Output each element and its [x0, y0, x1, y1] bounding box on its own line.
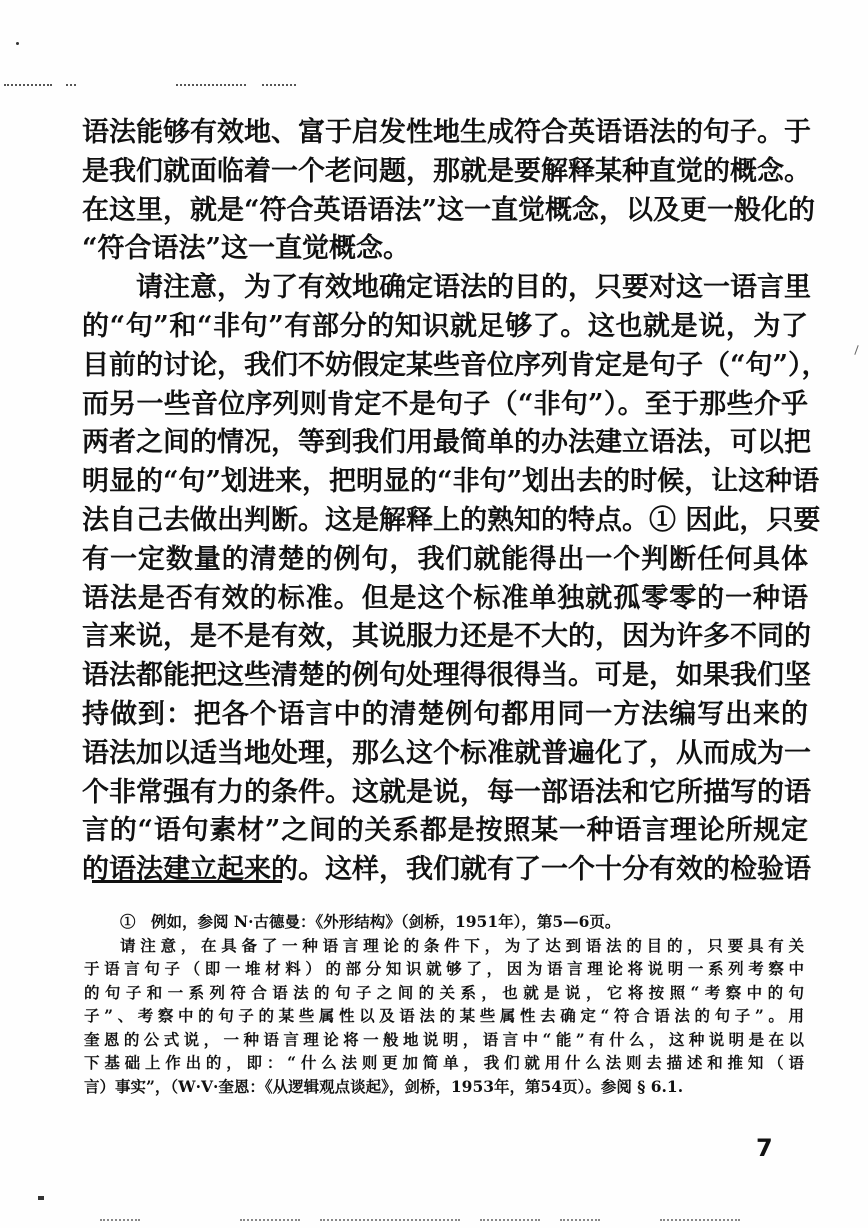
footnote-line: 言）事实”，（W·V·奎恩：《从逻辑观点谈起》，剑桥，1953年，第54页）。参阅 § 6.1.	[84, 1076, 684, 1096]
scan-artifact-line	[560, 1219, 600, 1221]
text-line: 目前的讨论，我们不妨假定某些音位序列肯定是句子（“句”），	[82, 349, 829, 381]
text-line: 而另一些音位序列则肯定不是句子（“非句”）。至于那些介乎	[82, 388, 808, 420]
scan-artifact-line	[480, 1219, 540, 1221]
text-line: 明显的“句”划进来，把明显的“非句”划出去的时候，让这种语	[82, 466, 820, 498]
footnote-line: 子”、考察中的句子的某些属性以及语法的某些属性去确定“符合语法的句子”。用	[84, 1006, 804, 1025]
text-line: 两者之间的情况，等到我们用最简单的办法建立语法，可以把	[82, 427, 811, 459]
paragraph-first-line: 请注意，为了有效地确定语法的目的，只要对这一语言里	[136, 272, 811, 304]
text-line: 语法都能把这些清楚的例句处理得很得当。可是，如果我们坚	[82, 660, 811, 692]
text-line: 在这里，就是“符合英语语法”这一直觉概念，以及更一般化的	[82, 194, 816, 226]
text-line: 言来说，是不是有效，其说服力还是不大的，因为许多不同的	[82, 621, 811, 653]
text-line: 有一定数量的清楚的例句，我们就能得出一个判断任何具体	[82, 543, 808, 575]
text-line: 的语法建立起来的。这样，我们就有了一个十分有效的检验语	[82, 854, 811, 886]
footnote-separator	[92, 880, 282, 883]
main-text	[82, 114, 829, 890]
footnote-line: 下基础上作出的，即：“什么法则更加简单，我们就用什么法则去描述和推知（语	[84, 1053, 804, 1072]
footnote-citation: ① 例如，参阅 N·古德曼：《外形结构》（剑桥，1951年），第5—6页。	[120, 912, 621, 931]
footnote-line: 奎恩的公式说，一种语言理论将一般地说明，语言中“能”有什么，这种说明是在以	[84, 1029, 804, 1049]
scan-artifact-line	[660, 1219, 740, 1221]
footnote	[84, 910, 804, 1098]
text-line: 语法加以适当地处理，那么这个标准就普遍化了，从而成为一	[82, 737, 811, 769]
scan-artifact-line	[262, 84, 296, 86]
scan-artifact-line	[240, 1219, 300, 1221]
text-line: 言的“语句素材”之间的关系都是按照某一种语言理论所规定	[82, 815, 808, 847]
text-line: 法自己去做出判断。这是解释上的熟知的特点。① 因此，只要	[82, 504, 821, 536]
scan-artifact-line	[320, 1219, 460, 1221]
page-number: 7	[756, 1134, 773, 1162]
text-line: “符合语法”这一直觉概念。	[82, 233, 411, 265]
text-line: 个非常强有力的条件。这就是说，每一部语法和它所描写的语	[82, 776, 811, 808]
scan-speck	[38, 1196, 44, 1200]
text-line: 语法是否有效的标准。但是这个标准单独就孤零零的一种语	[82, 582, 808, 614]
scan-artifact-line	[4, 84, 52, 86]
scan-artifact-line	[100, 1219, 140, 1221]
margin-mark	[854, 345, 858, 355]
footnote-line: 于语言句子（即一堆材料）的部分知识就够了，因为语言理论将说明一系列考察中	[84, 959, 804, 978]
scan-artifact-line	[66, 84, 76, 86]
text-line: 的“句”和“非句”有部分的知识就足够了。这也就是说，为了	[82, 310, 808, 342]
footnote-line: 的句子和一系列符合语法的句子之间的关系，也就是说，它将按照“考察中的句	[84, 982, 804, 1002]
scan-artifact-line	[176, 84, 246, 86]
text-line: 持做到：把各个语言中的清楚例句都用同一方法编写出来的	[82, 698, 808, 730]
text-line: 语法能够有效地、富于启发性地生成符合英语语法的句子。于	[82, 117, 811, 148]
text-line: 是我们就面临着一个老问题，那就是要解释某种直觉的概念。	[82, 155, 811, 187]
scan-speck	[16, 42, 19, 45]
footnote-line: 请注意，在具备了一种语言理论的条件下，为了达到语法的目的，只要具有关	[120, 935, 804, 955]
